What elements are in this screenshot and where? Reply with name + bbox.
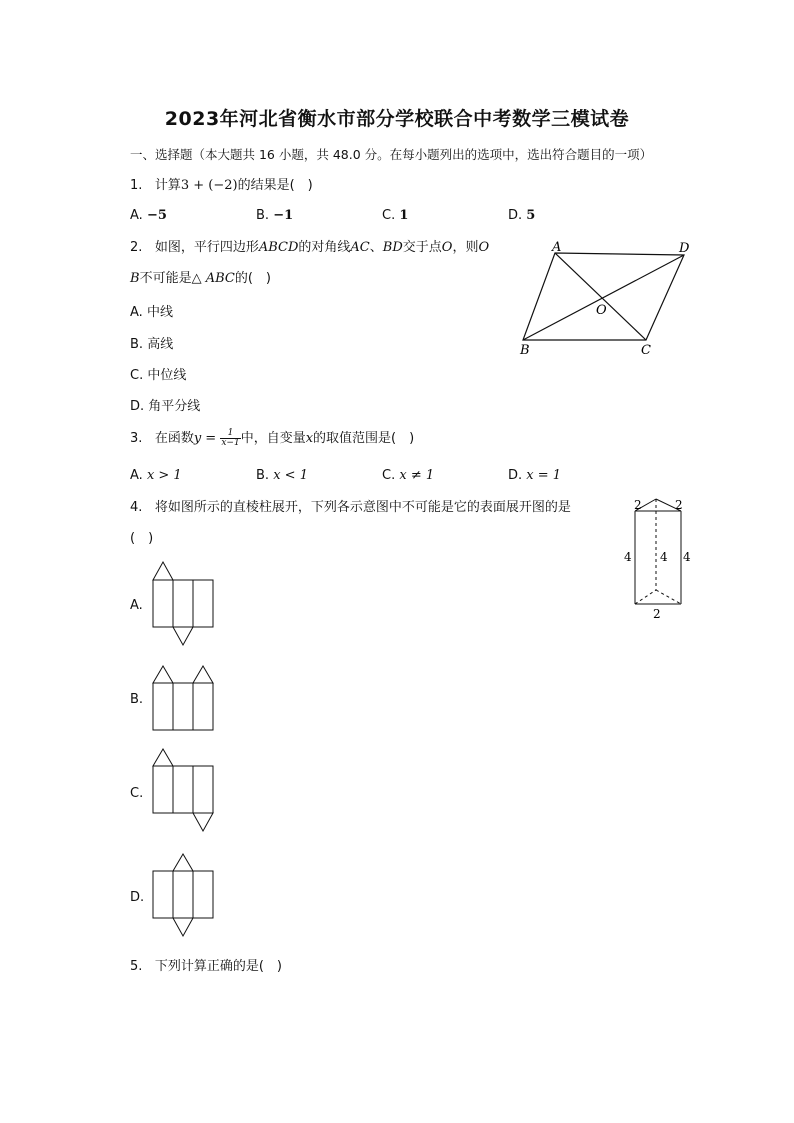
option-d[interactable] [508, 208, 535, 223]
option-a[interactable] [130, 468, 182, 483]
option-value: x > 1 [146, 468, 182, 483]
question-number: 2. [130, 240, 143, 255]
option-label: B. [130, 337, 144, 352]
question-text: 将如图所示的直棱柱展开，下列各示意图中不可能是它的表面展开图的是 [154, 500, 571, 515]
question-text: 交于点 [402, 240, 442, 255]
question-2 [130, 239, 502, 257]
fraction [220, 429, 240, 448]
fraction-denominator: x−1 [221, 438, 240, 448]
question-number: 1. [130, 178, 143, 193]
option-c[interactable] [382, 208, 408, 223]
fraction-numerator: 1 [220, 429, 240, 439]
question-4 [130, 499, 610, 517]
question-text: 不可能是 [139, 271, 192, 286]
edge-label-top-right: 2 [675, 498, 683, 512]
question-text: 如图，平行四边形 [154, 240, 259, 255]
option-d[interactable] [508, 468, 561, 483]
option-value: x ≠ 1 [399, 468, 435, 483]
option-value: 1 [399, 208, 409, 223]
option-c[interactable] [382, 468, 434, 483]
option-value: x = 1 [526, 468, 562, 483]
option-value: −1 [273, 208, 294, 223]
option-b[interactable] [256, 208, 293, 223]
option-c[interactable] [130, 364, 186, 383]
question-number: 3. [130, 431, 143, 446]
math-symbol: x [305, 431, 314, 446]
net-figure-a [150, 560, 218, 648]
option-c[interactable]: C. [130, 786, 144, 801]
label-c: C [641, 343, 651, 358]
edge-label-top-left: 2 [634, 498, 642, 512]
option-a[interactable]: A. [130, 598, 143, 613]
net-figure-c [150, 747, 218, 835]
question-text: 的( ) [234, 271, 272, 286]
edge-label-middle: 4 [660, 550, 668, 564]
question-text: 中，自变量 [240, 431, 306, 446]
edge-label-right: 4 [683, 550, 691, 564]
label-d: D [679, 241, 690, 256]
option-label: B. [256, 208, 270, 223]
option-label: D. [508, 468, 523, 483]
label-b: B [520, 343, 530, 358]
option-label: D. [130, 399, 145, 414]
option-b[interactable] [130, 333, 173, 352]
option-value: x < 1 [273, 468, 308, 483]
question-4-paren: ( ) [130, 531, 154, 546]
edge-label-left: 4 [624, 550, 632, 564]
question-2-line-2 [130, 270, 271, 288]
question-1 [130, 177, 313, 195]
net-figure-b [150, 664, 218, 734]
math-expression: 3 + (−2) [180, 178, 238, 193]
option-label: A. [130, 305, 143, 320]
option-b[interactable]: B. [130, 692, 144, 707]
question-text: 的结果是( ) [237, 178, 313, 193]
option-value: −5 [146, 208, 167, 223]
option-value: 中位线 [147, 368, 187, 383]
option-label: B. [256, 468, 270, 483]
option-label: A. [130, 468, 143, 483]
question-text: 计算 [154, 178, 181, 193]
option-d[interactable]: D. [130, 890, 145, 905]
question-text: 的取值范围是( ) [313, 431, 415, 446]
option-label: D. [508, 208, 523, 223]
page-title: 2023年河北省衡水市部分学校联合中考数学三模试卷 [164, 108, 630, 130]
math-symbol: ABCD [258, 240, 299, 255]
option-label: A. [130, 208, 143, 223]
section-header: 一、选择题（本大题共 16 小题，共 48.0 分。在每小题列出的选项中，选出符合题目的一项） [130, 147, 653, 162]
question-5 [130, 958, 282, 976]
triangle-symbol: △ [191, 271, 202, 286]
question-text: 的对角线 [298, 240, 351, 255]
option-a[interactable] [130, 208, 167, 223]
question-3 [130, 429, 414, 448]
option-label: C. [130, 368, 144, 383]
math-symbol: O [478, 240, 490, 255]
math-symbol: y = [193, 431, 217, 446]
question-text: ，则 [452, 240, 479, 255]
option-value: 中线 [146, 305, 173, 320]
option-d[interactable] [130, 395, 200, 414]
math-symbol: ABC [205, 271, 235, 286]
question-number: 4. [130, 500, 143, 515]
label-o: O [596, 303, 607, 318]
question-text: 在函数 [154, 431, 194, 446]
option-b[interactable] [256, 468, 308, 483]
option-a[interactable] [130, 301, 173, 320]
option-value: 5 [526, 208, 536, 223]
label-a: A [552, 240, 562, 255]
math-symbol: AC [350, 240, 370, 255]
math-symbol: O [441, 240, 453, 255]
math-symbol: BD [382, 240, 403, 255]
edge-label-bottom: 2 [653, 607, 661, 621]
option-label: C. [382, 468, 396, 483]
question-text: 、 [369, 240, 383, 255]
prism-figure [620, 494, 700, 622]
question-text: 下列计算正确的是( ) [154, 959, 282, 974]
option-label: C. [382, 208, 396, 223]
question-number: 5. [130, 959, 143, 974]
net-figure-d [150, 852, 218, 940]
option-value: 高线 [147, 337, 174, 352]
option-value: 角平分线 [148, 399, 201, 414]
parallelogram-figure [512, 236, 697, 360]
math-symbol: B [130, 271, 140, 286]
